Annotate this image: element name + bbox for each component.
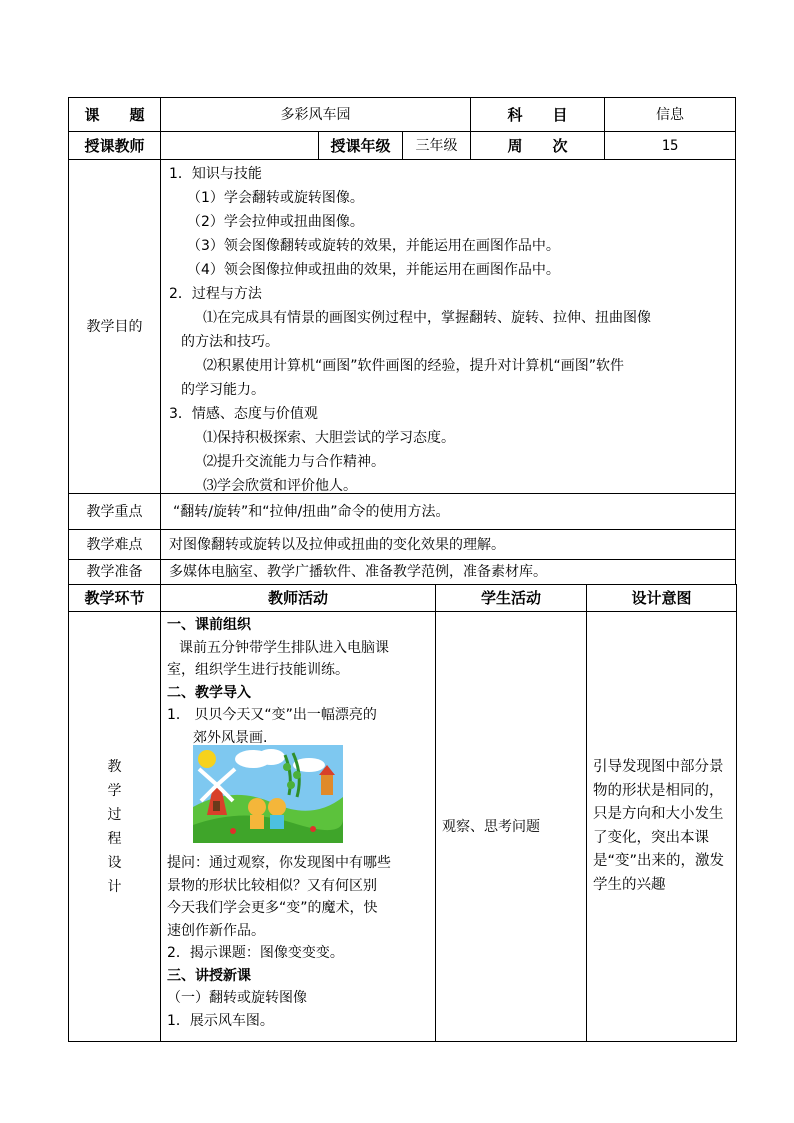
- teacher-line: 景物的形状比较相似？又有何区别: [167, 877, 377, 894]
- topic-value: 多彩风车园: [160, 97, 471, 132]
- stage-header: 教学环节: [68, 584, 161, 612]
- student-activity-header: 学生活动: [435, 584, 587, 612]
- objective-line: ⑶学会欣赏和评价他人。: [203, 478, 357, 494]
- objective-line: ⑵提升交流能力与合作精神。: [203, 454, 385, 470]
- teacher-line: 速创作新作品。: [167, 922, 265, 939]
- landscape-illustration: [193, 745, 343, 843]
- objective-line: （3）领会图像翻转或旋转的效果，并能运用在画图作品中。: [187, 238, 560, 254]
- teacher-line: 室，组织学生进行技能训练。: [167, 662, 349, 678]
- difficulties-label: 教学难点: [68, 529, 161, 560]
- stage-char: 计: [107, 878, 122, 895]
- objective-line: 的方法和技巧。: [181, 334, 279, 350]
- difficulties-text: 对图像翻转或旋转以及拉伸或扭曲的变化效果的理解。: [160, 529, 736, 560]
- teacher-value: [160, 131, 319, 160]
- teacher-line: 三、讲授新课: [167, 967, 251, 984]
- stage-char: 程: [107, 830, 122, 847]
- stage-char: 学: [107, 782, 122, 799]
- objective-line: （4）领会图像拉伸或扭曲的效果，并能运用在画图作品中。: [187, 262, 560, 278]
- key-points-text: “翻转/旋转”和“拉伸/扭曲”命令的使用方法。: [160, 493, 736, 530]
- teacher-line: 郊外风景画.: [193, 729, 268, 746]
- topic-label: 课 题: [68, 97, 161, 132]
- objectives-label: 教学目的: [68, 159, 161, 494]
- objective-line: ⑴保持积极探索、大胆尝试的学习态度。: [203, 430, 455, 446]
- objective-line: （1）学会翻转或旋转图像。: [187, 190, 364, 206]
- subject-label: 科 目: [470, 97, 605, 132]
- teacher-line: （一）翻转或旋转图像: [167, 990, 307, 1006]
- objective-line: ⑴在完成具有情景的画图实例过程中，掌握翻转、旋转、拉伸、扭曲图像: [203, 310, 651, 326]
- objective-line: ⑵积累使用计算机“画图”软件画图的经验，提升对计算机“画图”软件: [203, 358, 625, 374]
- teacher-line: 课前五分钟带学生排队进入电脑课: [179, 639, 389, 656]
- stage-cell: [68, 611, 161, 1042]
- stage-char: 设: [107, 854, 122, 871]
- objective-line: 3．情感、态度与价值观: [169, 406, 318, 422]
- teacher-label: 授课教师: [68, 131, 161, 160]
- preparation-text: 多媒体电脑室、教学广播软件、准备教学范例，准备素材库。: [160, 559, 736, 585]
- sun-icon: [198, 750, 216, 768]
- objective-line: 的学习能力。: [181, 382, 265, 398]
- grade-value: 三年级: [402, 131, 471, 160]
- teacher-line: 1． 贝贝今天又“变”出一幅漂亮的: [167, 707, 377, 723]
- teacher-activity-header: 教师活动: [160, 584, 436, 612]
- teacher-line: 今天我们学会更多“变”的魔术，快: [167, 900, 378, 916]
- objective-line: （2）学会拉伸或扭曲图像。: [187, 214, 364, 230]
- design-intent-text: 引导发现图中部分景物的形状是相同的，只是方向和大小发生了变化，突出本课是“变”出来的，激发学生的兴趣: [593, 759, 725, 893]
- objectives-content: [160, 159, 736, 494]
- stage-char: 过: [107, 806, 122, 823]
- objective-line: 2．过程与方法: [169, 286, 262, 302]
- subject-value: 信息: [604, 97, 736, 132]
- student-activity-text: 观察、思考问题: [442, 818, 540, 835]
- teacher-line: 一、课前组织: [167, 617, 251, 633]
- stage-char: 教: [107, 758, 122, 775]
- preparation-label: 教学准备: [68, 559, 161, 585]
- design-intent-header: 设计意图: [586, 584, 737, 612]
- teacher-line: 二、教学导入: [167, 684, 251, 701]
- teacher-line: 提问：通过观察，你发现图中有哪些: [167, 855, 391, 871]
- teacher-line: 2．揭示课题：图像变变变。: [167, 945, 344, 961]
- teacher-line: 1．展示风车图。: [167, 1012, 274, 1029]
- week-label: 周 次: [470, 131, 605, 160]
- objective-line: 1．知识与技能: [169, 166, 262, 182]
- week-value: 15: [604, 131, 736, 160]
- design-intent-cell: [586, 611, 737, 1042]
- grade-label: 授课年级: [318, 131, 403, 160]
- student-activity-cell: [435, 611, 587, 1042]
- key-points-label: 教学重点: [68, 493, 161, 530]
